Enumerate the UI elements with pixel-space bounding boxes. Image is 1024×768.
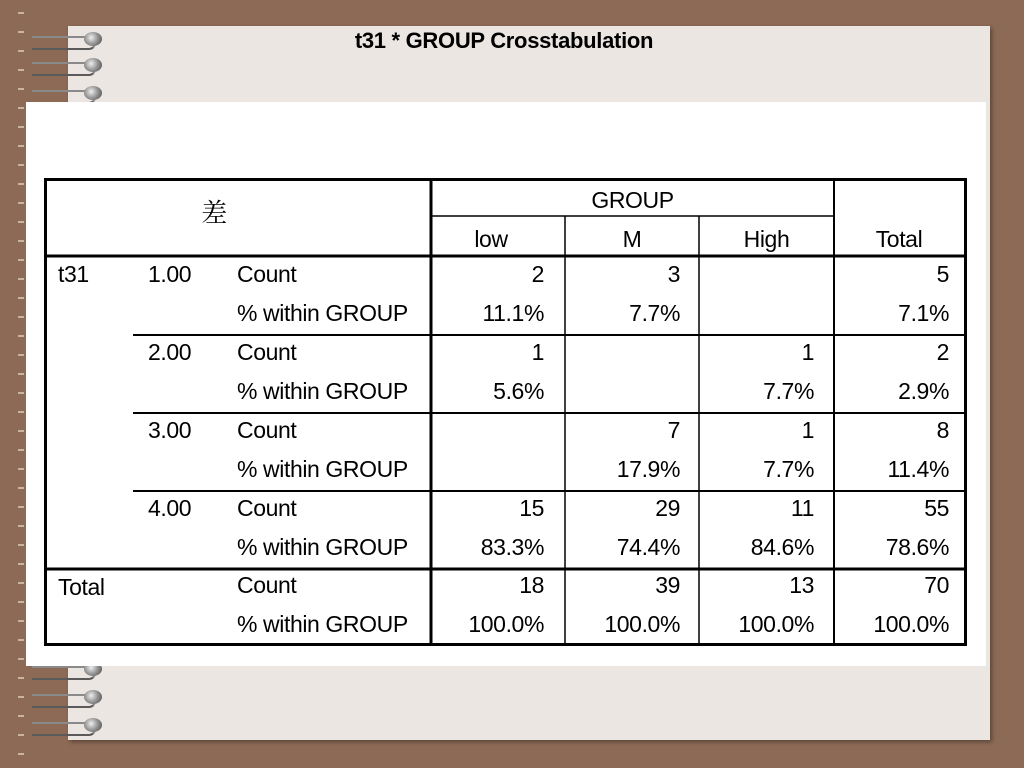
stat-label-pct: % within GROUP bbox=[237, 611, 408, 637]
stitch-mark bbox=[18, 335, 24, 337]
count-cell: 1 bbox=[531, 339, 544, 365]
spiral-ring bbox=[32, 716, 102, 734]
row-level-label: 4.00 bbox=[148, 495, 192, 521]
spiral-ring bbox=[32, 688, 102, 706]
total-pct-cell: 100.0% bbox=[738, 611, 814, 637]
stat-label-count: Count bbox=[237, 339, 297, 365]
stitch-mark bbox=[18, 487, 24, 489]
stitch-mark bbox=[18, 373, 24, 375]
column-header-m: M bbox=[622, 226, 642, 252]
pct-cell: 74.4% bbox=[616, 534, 680, 560]
stat-label-count: Count bbox=[237, 495, 297, 521]
stitch-mark bbox=[18, 582, 24, 584]
stat-label-count: Count bbox=[237, 417, 297, 443]
stitch-mark bbox=[18, 658, 24, 660]
stitch-mark bbox=[18, 544, 24, 546]
count-cell: 11 bbox=[790, 495, 814, 521]
pct-cell: 84.6% bbox=[750, 534, 814, 560]
count-cell: 15 bbox=[519, 495, 544, 521]
row-level-label: 3.00 bbox=[148, 417, 192, 443]
corner-label: 差 bbox=[201, 199, 227, 229]
stitch-mark bbox=[18, 240, 24, 242]
stat-label-count: Count bbox=[237, 261, 297, 287]
count-cell: 2 bbox=[936, 339, 949, 365]
row-level-label: 1.00 bbox=[148, 261, 192, 287]
stitch-mark bbox=[18, 563, 24, 565]
row-level-label: 2.00 bbox=[148, 339, 192, 365]
pct-cell: 83.3% bbox=[480, 534, 544, 560]
pct-cell: 11.4% bbox=[887, 456, 949, 482]
stitch-mark bbox=[18, 639, 24, 641]
stitch-mark bbox=[18, 468, 24, 470]
stitch-mark bbox=[18, 449, 24, 451]
stitch-mark bbox=[18, 354, 24, 356]
group-header: GROUP bbox=[591, 187, 674, 213]
stat-label-pct: % within GROUP bbox=[237, 378, 408, 404]
stitch-mark bbox=[18, 88, 24, 90]
count-cell: 29 bbox=[655, 495, 680, 521]
stitch-mark bbox=[18, 221, 24, 223]
column-header-high: High bbox=[743, 226, 790, 252]
column-header-total: Total bbox=[875, 226, 923, 252]
pct-cell: 2.9% bbox=[898, 378, 949, 404]
stat-label-pct: % within GROUP bbox=[237, 456, 408, 482]
stitch-mark bbox=[18, 145, 24, 147]
stitch-mark bbox=[18, 506, 24, 508]
total-count-cell: 70 bbox=[924, 572, 949, 598]
stitch-mark bbox=[18, 164, 24, 166]
pct-cell: 5.6% bbox=[493, 378, 544, 404]
stitch-mark bbox=[18, 316, 24, 318]
pct-cell: 11.1% bbox=[482, 300, 544, 326]
count-cell: 5 bbox=[936, 261, 949, 287]
stitch-mark bbox=[18, 107, 24, 109]
stitch-mark bbox=[18, 278, 24, 280]
stitch-mark bbox=[18, 753, 24, 755]
spiral-ring bbox=[32, 56, 102, 74]
pct-cell: 7.7% bbox=[629, 300, 680, 326]
stat-label-pct: % within GROUP bbox=[237, 534, 408, 560]
count-cell: 1 bbox=[801, 417, 814, 443]
table-title: t31 * GROUP Crosstabulation bbox=[354, 28, 654, 53]
stat-label-count: Count bbox=[237, 572, 297, 598]
count-cell: 55 bbox=[924, 495, 949, 521]
total-row-label: Total bbox=[58, 574, 105, 600]
stitch-mark bbox=[18, 12, 24, 14]
stitch-mark bbox=[18, 601, 24, 603]
stitch-mark bbox=[18, 183, 24, 185]
stitch-mark bbox=[18, 620, 24, 622]
total-count-cell: 39 bbox=[655, 572, 680, 598]
row-variable-label: t31 bbox=[58, 261, 89, 287]
count-cell: 2 bbox=[531, 261, 544, 287]
total-count-cell: 18 bbox=[519, 572, 544, 598]
crosstab-table bbox=[44, 178, 967, 646]
pct-cell: 78.6% bbox=[885, 534, 949, 560]
stat-label-pct: % within GROUP bbox=[237, 300, 408, 326]
pct-cell: 7.7% bbox=[763, 378, 814, 404]
stitch-mark bbox=[18, 392, 24, 394]
stitch-mark bbox=[18, 202, 24, 204]
count-cell: 7 bbox=[667, 417, 680, 443]
stitch-mark bbox=[18, 715, 24, 717]
total-pct-cell: 100.0% bbox=[604, 611, 680, 637]
count-cell: 3 bbox=[667, 261, 680, 287]
stitch-mark bbox=[18, 430, 24, 432]
column-header-low: low bbox=[474, 226, 508, 252]
stitch-mark bbox=[18, 734, 24, 736]
stitch-mark bbox=[18, 525, 24, 527]
stitch-mark bbox=[18, 69, 24, 71]
total-count-cell: 13 bbox=[789, 572, 814, 598]
stitch-mark bbox=[18, 297, 24, 299]
binding-stitches bbox=[18, 0, 24, 768]
stitch-mark bbox=[18, 696, 24, 698]
pct-cell: 7.1% bbox=[898, 300, 949, 326]
count-cell: 1 bbox=[801, 339, 814, 365]
pct-cell: 17.9% bbox=[616, 456, 680, 482]
stitch-mark bbox=[18, 677, 24, 679]
count-cell: 8 bbox=[936, 417, 949, 443]
pct-cell: 7.7% bbox=[763, 456, 814, 482]
stitch-mark bbox=[18, 126, 24, 128]
total-pct-cell: 100.0% bbox=[873, 611, 949, 637]
spiral-ring bbox=[32, 84, 102, 102]
total-pct-cell: 100.0% bbox=[468, 611, 544, 637]
stitch-mark bbox=[18, 259, 24, 261]
stitch-mark bbox=[18, 411, 24, 413]
